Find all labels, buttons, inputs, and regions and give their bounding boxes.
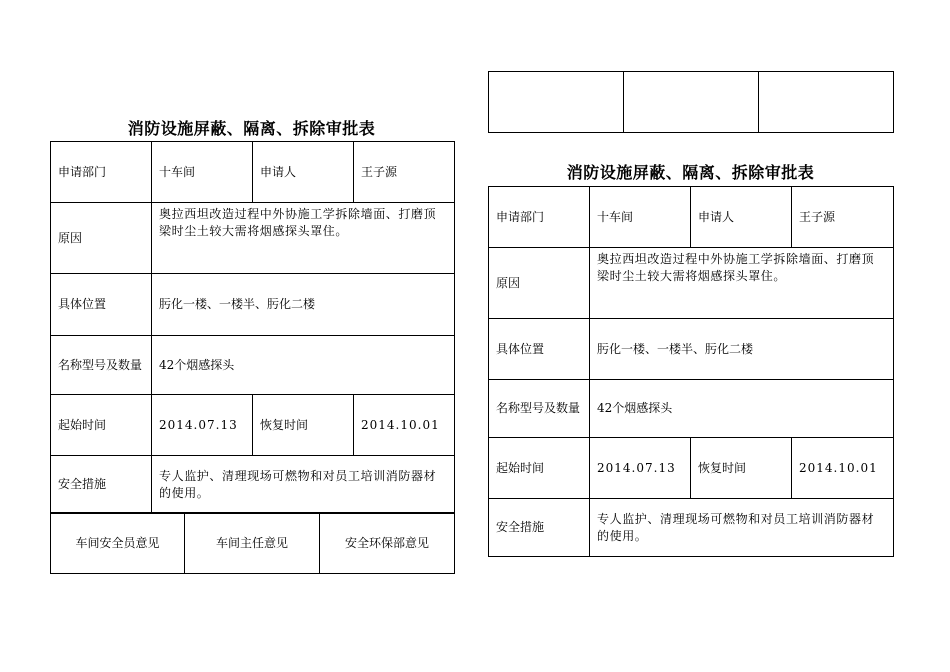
opinion-box-3 [759, 72, 894, 133]
location-label: 具体位置 [489, 319, 590, 380]
right-form-title: 消防设施屏蔽、隔离、拆除审批表 [566, 163, 815, 182]
model-label: 名称型号及数量 [51, 336, 152, 395]
workshop-director-opinion: 车间主任意见 [185, 513, 320, 574]
restore-label: 恢复时间 [253, 395, 354, 456]
start-value: 2014.07.13 [152, 395, 253, 456]
left-form-title: 消防设施屏蔽、隔离、拆除审批表 [127, 119, 376, 138]
model-value: 42个烟感探头 [152, 336, 455, 395]
opinion-box-1 [489, 72, 624, 133]
applicant-label: 申请人 [691, 187, 792, 248]
right-approval-form [488, 186, 894, 557]
model-value: 42个烟感探头 [590, 380, 894, 438]
safety-label: 安全措施 [51, 456, 152, 514]
reason-label: 原因 [489, 248, 590, 319]
reason-label: 原因 [51, 203, 152, 274]
location-value: 肟化一楼、一楼半、肟化二楼 [152, 274, 455, 336]
safety-value: 专人监护、清理现场可燃物和对员工培训消防器材的使用。 [152, 456, 455, 514]
model-label: 名称型号及数量 [489, 380, 590, 438]
start-label: 起始时间 [51, 395, 152, 456]
left-approval-form [50, 141, 455, 514]
restore-value: 2014.10.01 [792, 438, 894, 499]
safety-label: 安全措施 [489, 499, 590, 557]
workshop-safety-officer-opinion: 车间安全员意见 [51, 513, 185, 574]
location-value: 肟化一楼、一楼半、肟化二楼 [590, 319, 894, 380]
safety-environment-dept-opinion: 安全环保部意见 [320, 513, 455, 574]
dept-label: 申请部门 [489, 187, 590, 248]
applicant-value: 王子源 [354, 142, 455, 203]
left-opinion-row [50, 512, 455, 574]
restore-value: 2014.10.01 [354, 395, 455, 456]
start-label: 起始时间 [489, 438, 590, 499]
restore-label: 恢复时间 [691, 438, 792, 499]
dept-label: 申请部门 [51, 142, 152, 203]
applicant-value: 王子源 [792, 187, 894, 248]
reason-value: 奥拉西坦改造过程中外协施工学拆除墙面、打磨顶梁时尘土较大需将烟感探头罩住。 [590, 248, 894, 319]
opinion-box-2 [624, 72, 759, 133]
dept-value: 十车间 [152, 142, 253, 203]
right-opinion-row [488, 71, 894, 133]
applicant-label: 申请人 [253, 142, 354, 203]
safety-value: 专人监护、清理现场可燃物和对员工培训消防器材的使用。 [590, 499, 894, 557]
dept-value: 十车间 [590, 187, 691, 248]
location-label: 具体位置 [51, 274, 152, 336]
reason-value: 奥拉西坦改造过程中外协施工学拆除墙面、打磨顶梁时尘土较大需将烟感探头罩住。 [152, 203, 455, 274]
start-value: 2014.07.13 [590, 438, 691, 499]
